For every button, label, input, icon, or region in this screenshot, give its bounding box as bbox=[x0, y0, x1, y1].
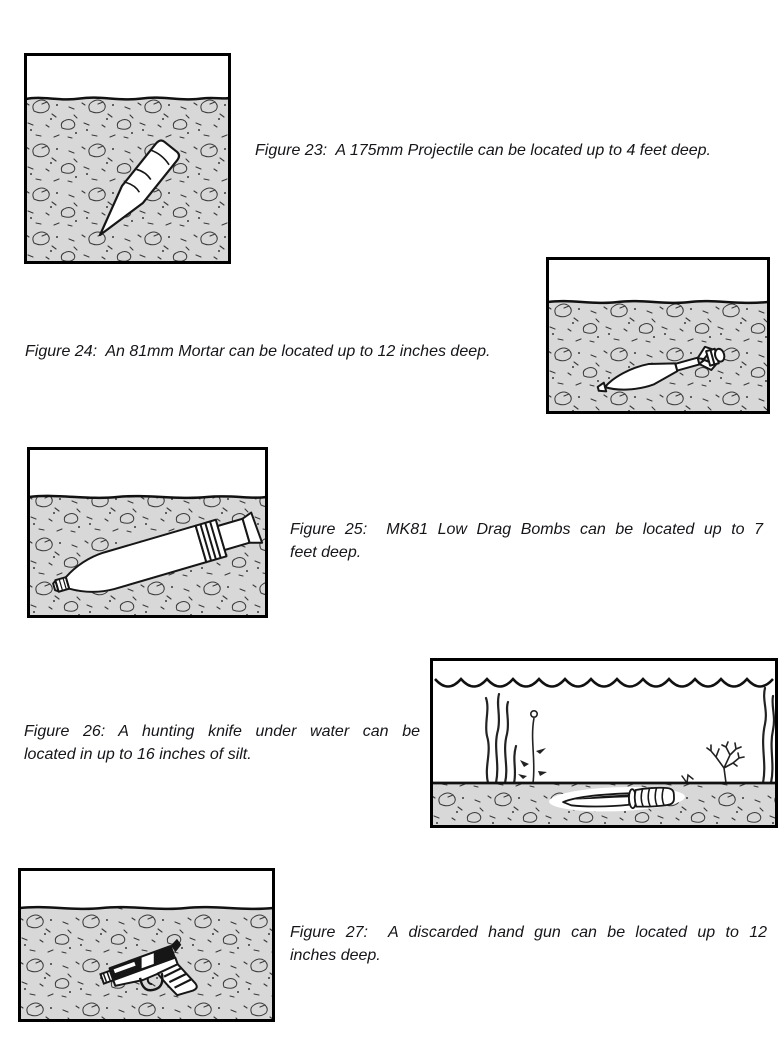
caption-line: inches deep. bbox=[290, 947, 381, 964]
figure-27-illustration bbox=[18, 868, 275, 1022]
buried-projectile-drawing bbox=[24, 53, 231, 264]
caption-line: feet deep. bbox=[290, 544, 362, 561]
caption-line: located in up to 16 inches of silt. bbox=[24, 746, 252, 763]
underwater-knife-drawing bbox=[430, 658, 778, 828]
figure-24-caption bbox=[25, 340, 545, 363]
buried-bomb-drawing bbox=[27, 447, 268, 618]
figure-24-illustration bbox=[546, 257, 770, 414]
caption-line: Figure 24: An 81mm Mortar can be located up to 12 inches deep. bbox=[25, 343, 491, 360]
caption-line: Figure 23: A 175mm Projectile can be located up to 4 feet deep. bbox=[255, 142, 711, 159]
figure-27-caption bbox=[290, 921, 767, 967]
figure-26-caption bbox=[24, 720, 420, 766]
caption-line: Figure 26: A hunting knife under water can be bbox=[24, 723, 420, 740]
caption-line: Figure 25: MK81 Low Drag Bombs can be located up to 7 bbox=[290, 521, 763, 538]
buried-handgun-drawing bbox=[18, 868, 275, 1022]
figure-26-illustration bbox=[430, 658, 778, 828]
buried-mortar-drawing bbox=[546, 257, 770, 414]
figure-23-illustration bbox=[24, 53, 231, 264]
caption-line: Figure 27: A discarded hand gun can be located up to 12 bbox=[290, 924, 767, 941]
figure-25-caption bbox=[290, 518, 763, 564]
figure-25-illustration bbox=[27, 447, 268, 618]
figure-23-caption bbox=[255, 139, 775, 162]
